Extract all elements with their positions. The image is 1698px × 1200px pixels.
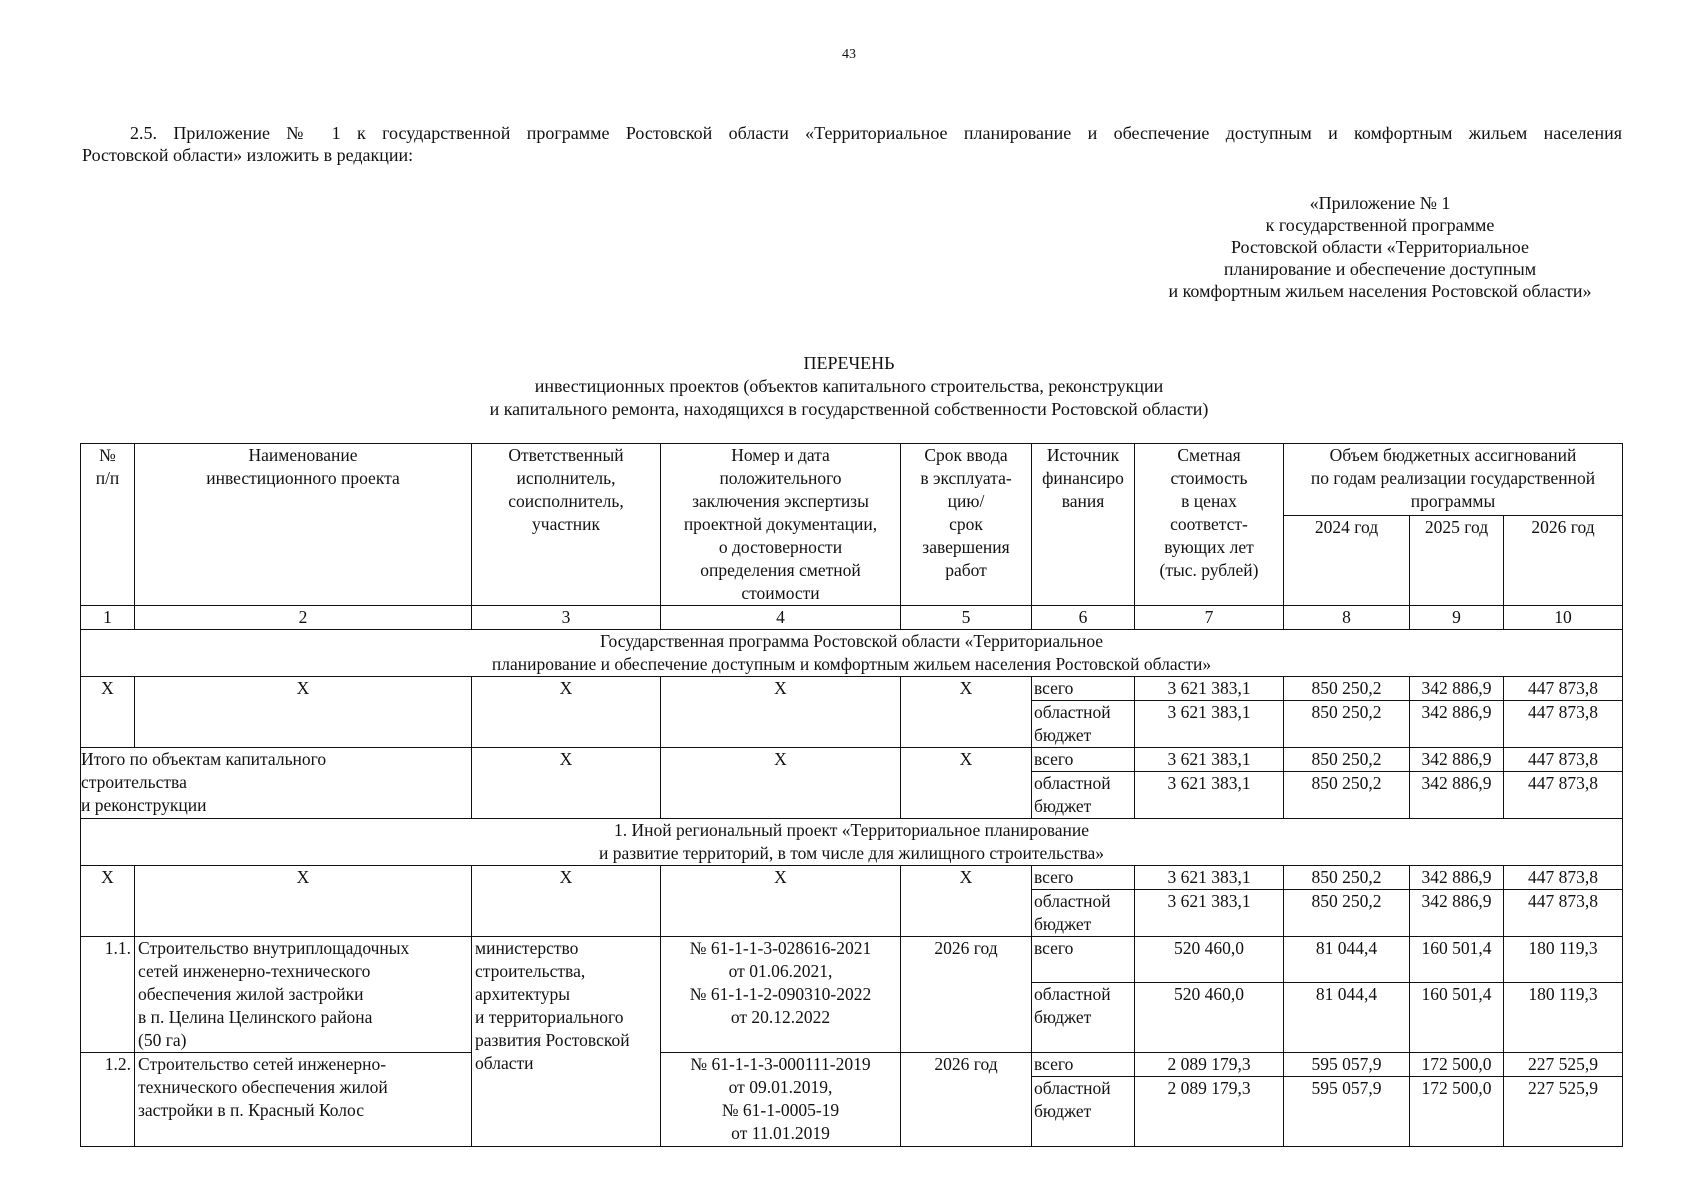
column-number: 3	[472, 606, 661, 630]
cost-value: 3 621 383,1	[1135, 677, 1284, 701]
header-text: Номер и дата	[731, 445, 830, 465]
source-text: областной	[1034, 1078, 1111, 1098]
appendix-line: и комфортным жильем населения Ростовской области»	[1168, 281, 1592, 301]
header-text: о достоверности	[718, 537, 843, 557]
x-cell: Х	[901, 866, 1032, 937]
program-heading-row	[81, 630, 1623, 677]
cost-value: 3 621 383,1	[1135, 866, 1284, 890]
header-text: Ответственный	[508, 445, 624, 465]
heading-line: и развитие территорий, в том числе для жилищного строительства»	[598, 843, 1105, 863]
header-expertise	[661, 444, 901, 606]
header-text: соответст-	[1170, 514, 1248, 534]
expertise-line: от 09.01.2019,	[728, 1077, 833, 1097]
source-text: бюджет	[1034, 1101, 1092, 1121]
executor-line: и территориального	[475, 1007, 624, 1027]
source-regional	[1032, 890, 1135, 937]
header-text: срок	[949, 514, 983, 534]
column-number: 1	[81, 606, 135, 630]
cost-value: 3 621 383,1	[1135, 748, 1284, 772]
header-source	[1032, 444, 1135, 606]
value-2024: 850 250,2	[1284, 748, 1410, 772]
expertise-line: № 61-1-0005-19	[721, 1100, 840, 1120]
value-2024: 850 250,2	[1284, 866, 1410, 890]
header-text: участник	[532, 514, 600, 534]
program-heading	[81, 630, 1623, 677]
source-total: всего	[1032, 1053, 1135, 1077]
header-year-2024: 2024 год	[1284, 516, 1410, 606]
source-regional	[1032, 983, 1135, 1053]
value-2024: 850 250,2	[1284, 890, 1410, 937]
header-text: в ценах	[1181, 491, 1237, 511]
source-total: всего	[1032, 866, 1135, 890]
value-2025: 342 886,9	[1410, 866, 1504, 890]
source-total: всего	[1032, 937, 1135, 983]
source-regional	[1032, 1077, 1135, 1147]
value-2024: 81 044,4	[1284, 983, 1410, 1053]
source-text: бюджет	[1034, 725, 1092, 745]
item-expertise	[661, 937, 901, 1053]
value-2025: 342 886,9	[1410, 677, 1504, 701]
page-number: 43	[842, 47, 856, 62]
value-2024: 850 250,2	[1284, 677, 1410, 701]
header-text: финансиро	[1042, 468, 1124, 488]
source-text: областной	[1034, 773, 1111, 793]
table-row	[81, 1053, 1623, 1077]
x-cell: Х	[901, 748, 1032, 819]
appendix-reference	[1100, 192, 1660, 302]
item-name-line: (50 га)	[138, 1030, 187, 1050]
executor-line: развития Ростовской	[475, 1030, 630, 1050]
value-2025: 342 886,9	[1410, 748, 1504, 772]
column-number: 2	[135, 606, 472, 630]
appendix-line: к государственной программе	[1265, 215, 1495, 235]
item-name-line: обеспечения жилой застройки	[138, 984, 364, 1004]
header-text: работ	[945, 560, 987, 580]
x-cell: Х	[472, 866, 661, 937]
header-text: Срок ввода	[924, 445, 1008, 465]
header-term	[901, 444, 1032, 606]
value-2026: 447 873,8	[1504, 701, 1623, 748]
cost-value: 3 621 383,1	[1135, 890, 1284, 937]
value-2024: 850 250,2	[1284, 772, 1410, 819]
investment-projects-table	[80, 443, 1623, 1147]
source-text: областной	[1034, 891, 1111, 911]
value-2026: 447 873,8	[1504, 866, 1623, 890]
value-2026: 180 119,3	[1504, 983, 1623, 1053]
x-cell: Х	[135, 866, 472, 937]
x-cell: Х	[661, 677, 901, 748]
heading-line: 1. Иной региональный проект «Территориальное планирование	[614, 820, 1089, 840]
item-name-line: Строительство внутриплощадочных	[138, 938, 410, 958]
header-text: положительного	[719, 468, 842, 488]
header-text: соисполнитель,	[508, 491, 624, 511]
x-cell: Х	[135, 677, 472, 748]
source-text: областной	[1034, 702, 1111, 722]
project-heading	[81, 819, 1623, 866]
project-heading-row	[81, 819, 1623, 866]
x-cell: Х	[661, 748, 901, 819]
itogo-label	[81, 748, 472, 819]
value-2024: 850 250,2	[1284, 701, 1410, 748]
header-text: в эксплуата-	[920, 468, 1012, 488]
header-text: п/п	[95, 468, 120, 488]
header-text: Сметная	[1177, 445, 1241, 465]
item-name-line: Строительство сетей инженерно-	[138, 1054, 387, 1074]
x-cell: Х	[472, 677, 661, 748]
value-2024: 595 057,9	[1284, 1053, 1410, 1077]
source-regional	[1032, 772, 1135, 819]
value-2024: 595 057,9	[1284, 1077, 1410, 1147]
heading-line: Государственная программа Ростовской области «Территориальное	[599, 631, 1104, 651]
intro-line-1: 2.5. Приложение № 1 к государственной программе Ростовской области «Территориальное планирование и обеспечение доступным и комфортным жильем населения	[130, 123, 1622, 143]
document-title	[0, 352, 1698, 421]
header-text: по годам реализации государственной	[1310, 468, 1596, 488]
intro-paragraph	[82, 122, 1622, 166]
expertise-line: № 61-1-1-3-028616-2021	[689, 938, 872, 958]
x-cell: Х	[81, 866, 135, 937]
header-text: инвестиционного проекта	[206, 468, 400, 488]
cost-value: 520 460,0	[1135, 937, 1284, 983]
expertise-line: № 61-1-1-3-000111-2019	[690, 1054, 871, 1074]
header-text: исполнитель,	[516, 468, 616, 488]
title-line: инвестиционных проектов (объектов капитального строительства, реконструкции	[534, 376, 1164, 396]
header-text: стоимость	[1170, 468, 1248, 488]
header-year-2025: 2025 год	[1410, 516, 1504, 606]
heading-line: планирование и обеспечение доступным и комфортным жильем населения Ростовской области»	[491, 654, 1212, 674]
title-line: ПЕРЕЧЕНЬ	[803, 353, 895, 373]
header-text: вания	[1061, 491, 1105, 511]
item-term: 2026 год	[901, 937, 1032, 1053]
expertise-line: от 01.06.2021,	[728, 961, 833, 981]
header-text: цию/	[947, 491, 985, 511]
column-number: 4	[661, 606, 901, 630]
header-text: заключения экспертизы	[692, 491, 869, 511]
column-number: 9	[1410, 606, 1504, 630]
value-2026: 227 525,9	[1504, 1077, 1623, 1147]
column-numbers-row	[81, 606, 1623, 630]
item-term: 2026 год	[901, 1053, 1032, 1147]
header-text: проектной документации,	[683, 514, 878, 534]
source-total: всего	[1032, 748, 1135, 772]
header-text: программы	[1410, 491, 1496, 511]
header-cost	[1135, 444, 1284, 606]
value-2026: 180 119,3	[1504, 937, 1623, 983]
source-text: бюджет	[1034, 914, 1092, 934]
cost-value: 3 621 383,1	[1135, 701, 1284, 748]
column-number: 5	[901, 606, 1032, 630]
appendix-line: «Приложение № 1	[1309, 193, 1451, 213]
source-text: бюджет	[1034, 1007, 1092, 1027]
header-text: Объем бюджетных ассигнований	[1329, 445, 1577, 465]
table-row	[81, 677, 1623, 701]
item-name-line: застройки в п. Красный Колос	[138, 1100, 364, 1120]
x-cell: Х	[661, 866, 901, 937]
header-text: Наименование	[248, 445, 358, 465]
value-2026: 447 873,8	[1504, 890, 1623, 937]
item-number: 1.2.	[81, 1053, 135, 1147]
value-2025: 172 500,0	[1410, 1077, 1504, 1147]
appendix-line: планирование и обеспечение доступным	[1223, 259, 1537, 279]
item-name-line: в п. Целина Целинского района	[138, 1007, 373, 1027]
itogo-text: Итого по объектам капитального	[81, 749, 327, 769]
table-row	[81, 866, 1623, 890]
header-text: стоимости	[741, 583, 820, 603]
title-line: и капитального ремонта, находящихся в государственной собственности Ростовской области)	[489, 399, 1209, 419]
header-project-name	[135, 444, 472, 606]
value-2025: 160 501,4	[1410, 937, 1504, 983]
header-year-2026: 2026 год	[1504, 516, 1623, 606]
header-text: вующих лет	[1164, 537, 1254, 557]
x-cell: Х	[81, 677, 135, 748]
source-text: бюджет	[1034, 796, 1092, 816]
table-row	[81, 748, 1623, 772]
header-text: Источник	[1046, 445, 1120, 465]
value-2026: 447 873,8	[1504, 772, 1623, 819]
cost-value: 2 089 179,3	[1135, 1077, 1284, 1147]
executor-line: строительства,	[475, 961, 586, 981]
value-2025: 342 886,9	[1410, 772, 1504, 819]
item-expertise	[661, 1053, 901, 1147]
expertise-line: от 20.12.2022	[730, 1007, 831, 1027]
value-2024: 81 044,4	[1284, 937, 1410, 983]
value-2026: 227 525,9	[1504, 1053, 1623, 1077]
item-executor	[472, 937, 661, 1147]
intro-line-2: Ростовской области» изложить в редакции:	[82, 145, 414, 165]
value-2025: 342 886,9	[1410, 701, 1504, 748]
expertise-line: № 61-1-1-2-090310-2022	[689, 984, 872, 1004]
item-number: 1.1.	[81, 937, 135, 1053]
source-regional	[1032, 701, 1135, 748]
item-name-line: технического обеспечения жилой	[138, 1077, 388, 1097]
x-cell: Х	[901, 677, 1032, 748]
cost-value: 520 460,0	[1135, 983, 1284, 1053]
header-text: (тыс. рублей)	[1159, 560, 1259, 580]
item-name-line: сетей инженерно-технического	[138, 961, 371, 981]
header-text: определения сметной	[700, 560, 861, 580]
value-2025: 172 500,0	[1410, 1053, 1504, 1077]
x-cell: Х	[472, 748, 661, 819]
expertise-line: от 11.01.2019	[731, 1123, 830, 1143]
executor-line: архитектуры	[475, 984, 570, 1004]
itogo-text: и реконструкции	[81, 795, 207, 815]
executor-line: министерство	[475, 938, 579, 958]
source-text: областной	[1034, 984, 1111, 1004]
header-text: №	[99, 445, 116, 465]
value-2025: 342 886,9	[1410, 890, 1504, 937]
cost-value: 2 089 179,3	[1135, 1053, 1284, 1077]
appendix-line: Ростовской области «Территориальное	[1230, 237, 1530, 257]
executor-line: области	[475, 1053, 534, 1073]
column-number: 6	[1032, 606, 1135, 630]
value-2026: 447 873,8	[1504, 677, 1623, 701]
table-row	[81, 937, 1623, 983]
header-num	[81, 444, 135, 606]
item-name	[135, 937, 472, 1053]
column-number: 10	[1504, 606, 1623, 630]
value-2025: 160 501,4	[1410, 983, 1504, 1053]
value-2026: 447 873,8	[1504, 748, 1623, 772]
table-header-row	[81, 444, 1623, 516]
column-number: 8	[1284, 606, 1410, 630]
itogo-text: строительства	[81, 772, 187, 792]
source-total: всего	[1032, 677, 1135, 701]
header-budget-group	[1284, 444, 1623, 516]
item-name	[135, 1053, 472, 1147]
header-executor	[472, 444, 661, 606]
cost-value: 3 621 383,1	[1135, 772, 1284, 819]
header-text: завершения	[922, 537, 1010, 557]
column-number: 7	[1135, 606, 1284, 630]
